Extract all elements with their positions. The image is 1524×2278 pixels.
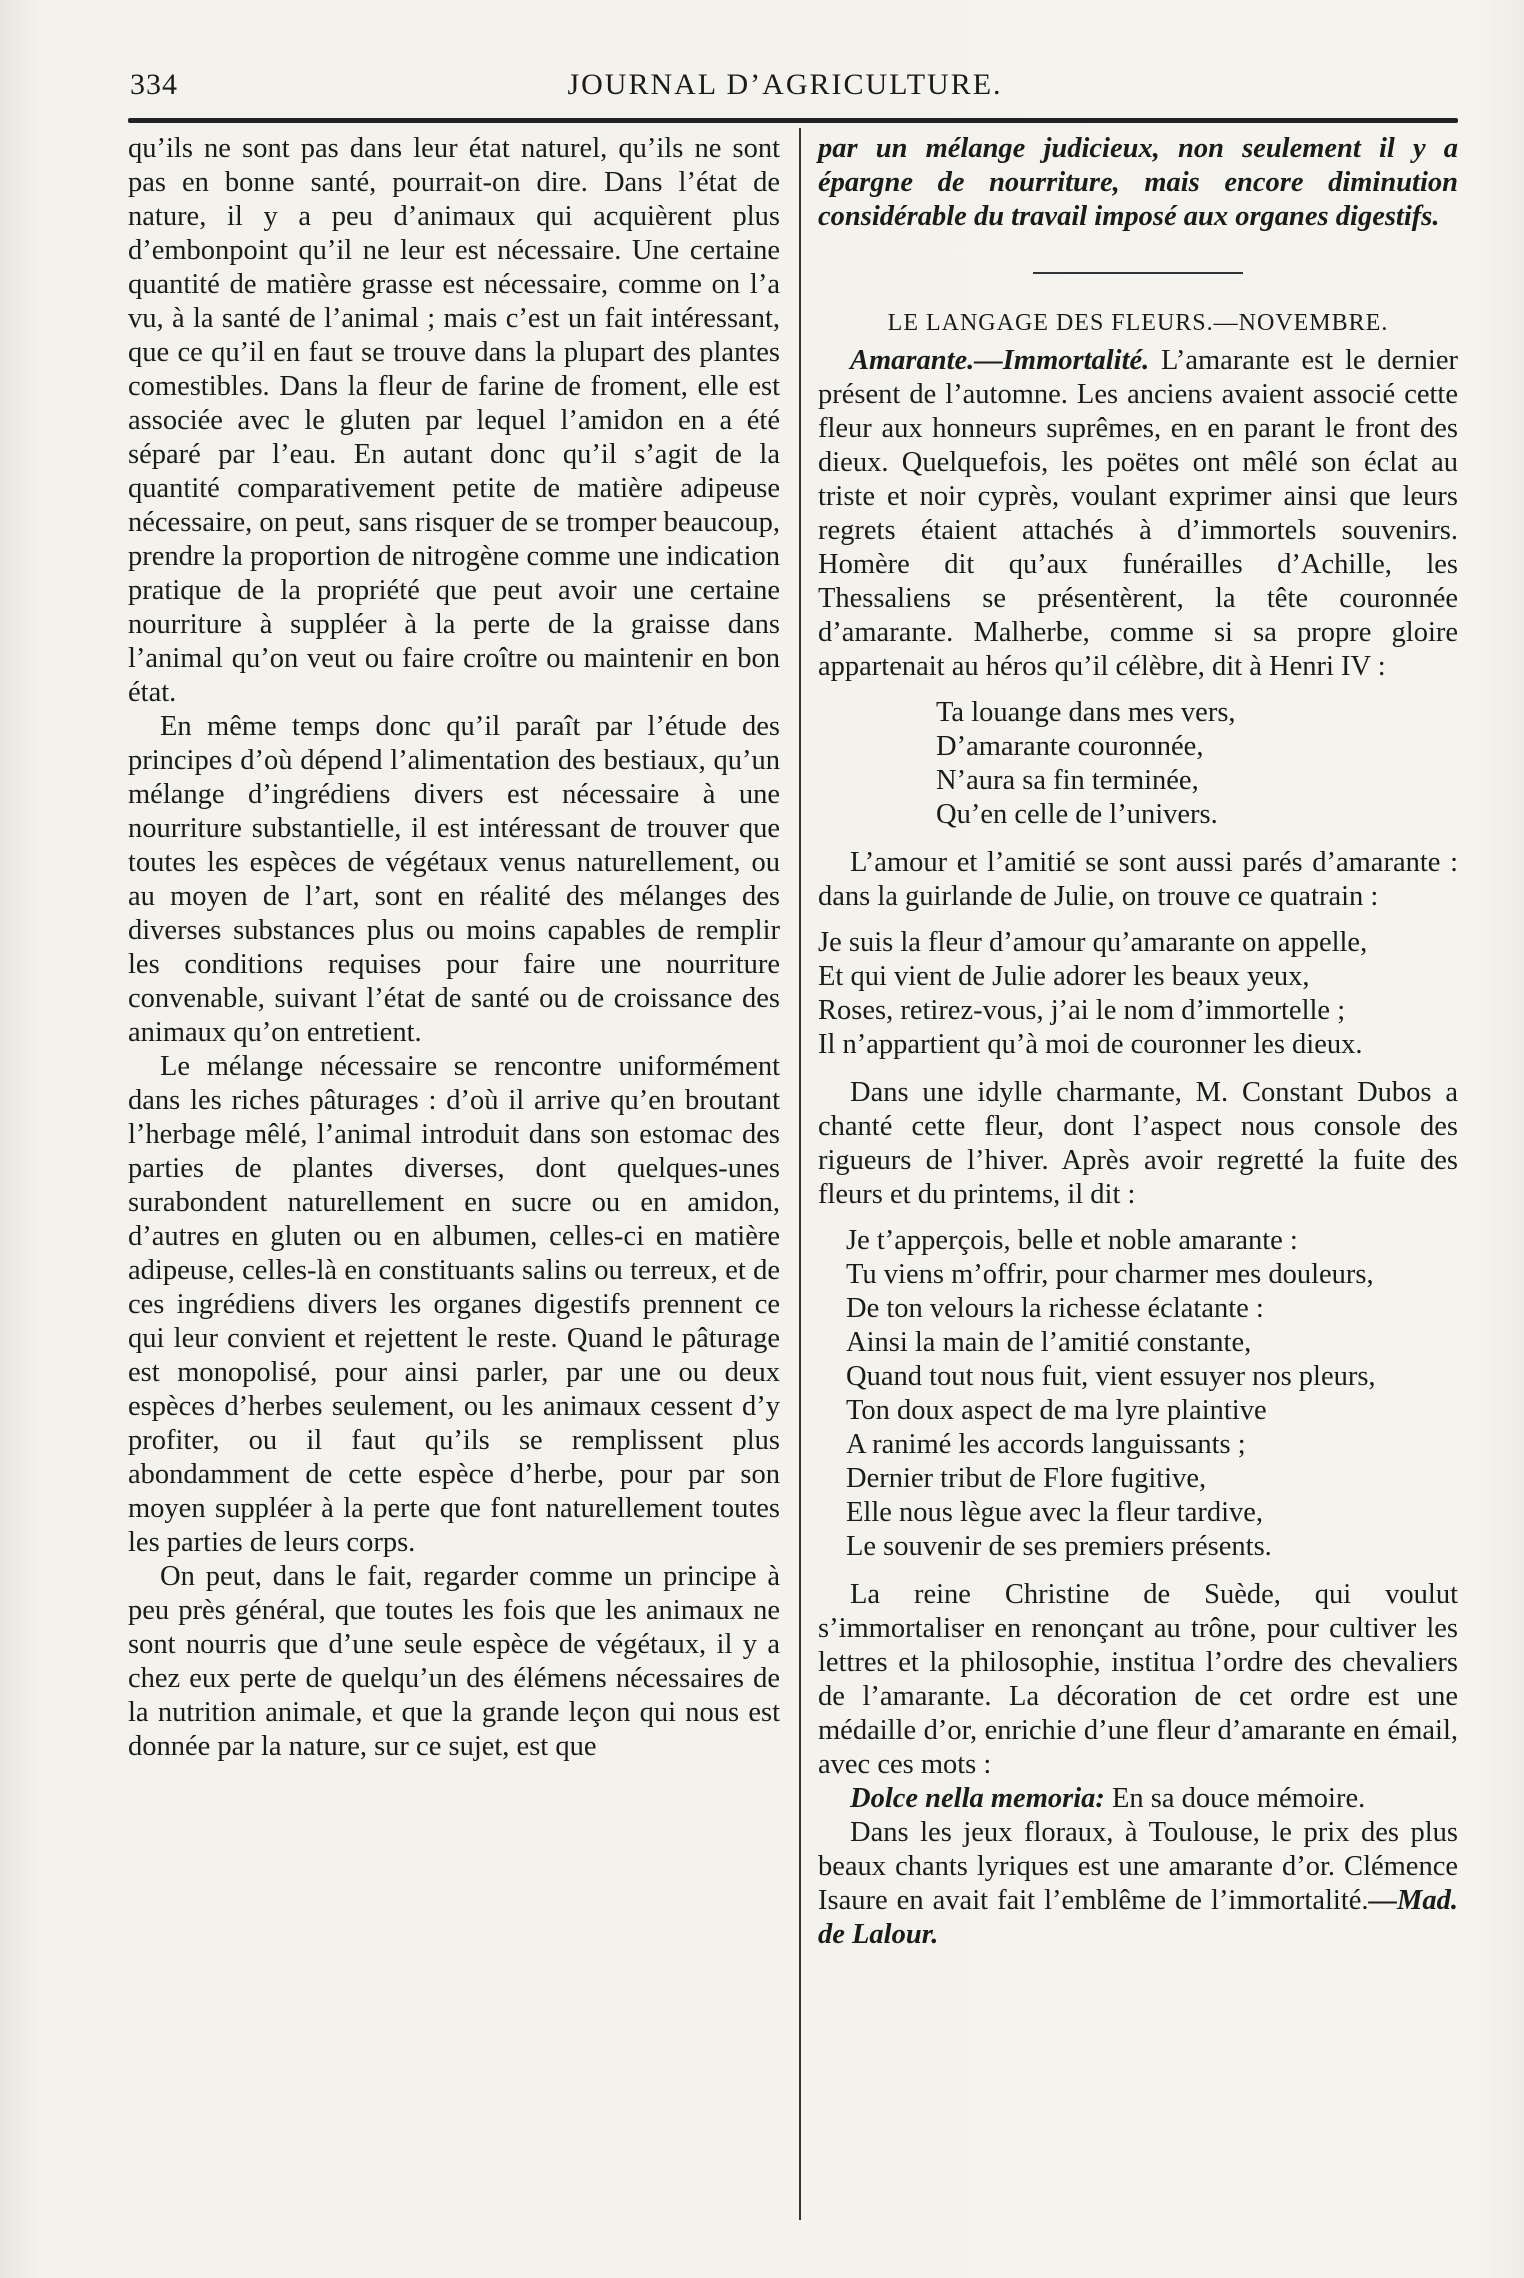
- verse-line: Elle nous lègue avec la fleur tardive,: [846, 1497, 1264, 1528]
- verse-julie: [818, 926, 1458, 1062]
- right-column: [818, 132, 1458, 1952]
- verse-line: Le souvenir de ses premiers présents.: [846, 1531, 1272, 1562]
- left-column: [128, 132, 780, 1764]
- paragraph: On peut, dans le fait, regarder comme un principe à peu près général, que toutes les fois que les animaux ne sont nourris que d’une seule espèce de végétaux, il y a chez eux perte de quelqu’un des élémens nécessaires de la nutrition animale, et que la grande leçon qui nous est donnée par la nature, sur ce sujet, est que: [128, 1561, 780, 1762]
- motto-translation: En sa douce mémoire.: [1104, 1783, 1366, 1814]
- verse-line: Je suis la fleur d’amour qu’amarante on appelle,: [818, 927, 1368, 958]
- page-header: [120, 64, 1450, 110]
- verse-line: A ranimé les accords languissants ;: [846, 1429, 1246, 1460]
- paragraph: [818, 344, 1458, 684]
- paragraph: Dans une idylle charmante, M. Constant Dubos a chanté cette fleur, dont l’aspect nous console des rigueurs de l’hiver. Après avoir regretté la fuite des fleurs et du printems, il dit :: [818, 1077, 1458, 1210]
- paragraph: Le mélange nécessaire se rencontre uniformément dans les riches pâturages : d’où il arrive qu’en broutant l’herbage mêlé, l’animal introduit dans son estomac des parties de plantes diverses, dont quelques-unes surabondent naturellement en sucre ou en amidon, d’autres en gluten ou en albumen, celles-ci en matière adipeuse, celles-là en constituants salins ou terreux, et de ces ingrédiens divers les organes digestifs prennent ce qui leur convient et rejettent le reste. Quand le pâturage est monopolisé, pour ainsi parler, par une ou deux espèces d’herbes seulement, ou les animaux cessent d’y profiter, ou il faut qu’ils se remplissent plus abondamment de cette espèce d’herbe, pour par son moyen suppléer à la perte que font naturellement toutes les parties de leurs corps.: [128, 1051, 780, 1558]
- entry-text: L’amarante est le dernier présent de l’automne. Les anciens avaient associé cette fleur aux honneurs suprêmes, en en parant le front des dieux. Quelquefois, les poëtes ont mêlé son éclat au triste et noir cyprès, voulant exprimer ainsi que leurs regrets étaient attachés à d’immortels souvenirs. Homère dit qu’aux funérailles d’Achille, les Thessaliens se présentèrent, la tête couronnée d’amarante. Malherbe, comme si sa propre gloire appartenait au héros qu’il célèbre, dit à Henri IV :: [818, 345, 1458, 682]
- paragraph: [818, 1816, 1458, 1952]
- verse-line: Ta louange dans mes vers,: [936, 697, 1236, 728]
- verse-line: Il n’appartient qu’à moi de couronner les dieux.: [818, 1029, 1363, 1060]
- verse-line: D’amarante couronnée,: [936, 731, 1204, 762]
- verse-line: Ainsi la main de l’amitié constante,: [846, 1327, 1252, 1358]
- paragraph: La reine Christine de Suède, qui voulut s’immortaliser en renonçant au trône, pour cultiver les lettres et la philosophie, institua l’ordre des chevaliers de l’amarante. La décoration de cet ordre est une médaille d’or, enrichie d’une fleur d’amarante en émail, avec ces mots :: [818, 1579, 1458, 1780]
- section-title: LE LANGAGE DES FLEURS.—NOVEMBRE.: [887, 310, 1389, 336]
- motto: Dolce nella memoria:: [850, 1783, 1105, 1814]
- verse-line: Et qui vient de Julie adorer les beaux yeux,: [818, 961, 1310, 992]
- paragraph: L’amour et l’amitié se sont aussi parés d’amarante : dans la guirlande de Julie, on trouve ce quatrain :: [818, 847, 1458, 912]
- entry-term: Amarante.—Immortalité.: [850, 345, 1150, 376]
- page-number: 334: [130, 68, 178, 101]
- running-title: JOURNAL D’AGRICULTURE.: [567, 68, 1003, 101]
- verse-line: N’aura sa fin terminée,: [936, 765, 1199, 796]
- continued-paragraph: par un mélange judicieux, non seulement il y a épargne de nourriture, mais encore diminution considérable du travail imposé aux organes digestifs.: [818, 133, 1458, 232]
- author-credit: —Mad. de Lalour.: [818, 1885, 1458, 1950]
- verse-line: Roses, retirez-vous, j’ai le nom d’immortelle ;: [818, 995, 1346, 1026]
- paragraph-text: Dans les jeux floraux, à Toulouse, le prix des plus beaux chants lyriques est une amarante d’or. Clémence Isaure en avait fait l’emblême de l’immortalité.: [818, 1817, 1458, 1916]
- paragraph: qu’ils ne sont pas dans leur état naturel, qu’ils ne sont pas en bonne santé, pourrait-on dire. Dans l’état de nature, il y a peu d’animaux qui acquièrent plus d’embonpoint qu’il ne leur est nécessaire. Une certaine quantité de matière grasse est nécessaire, comme on l’a vu, à la santé de l’animal ; mais c’est un fait intéressant, que ce qu’il en faut se trouve dans la plupart des plantes comestibles. Dans la fleur de farine de froment, elle est associée avec le gluten par lequel l’amidon en a été séparé par l’eau. En autant donc qu’il s’agit de la quantité comparativement petite de matière adipeuse nécessaire, on peut, sans risquer de se tromper beaucoup, prendre la proportion de nitrogène comme une indication pratique de la propriété que peut avoir une certaine nourriture à suppléer à la perte de la graisse dans l’animal qu’on veut ou faire croître ou maintenir en bon état.: [128, 133, 780, 708]
- header-rule: [128, 118, 1458, 123]
- section-rule: [1033, 272, 1243, 274]
- verse-line: Qu’en celle de l’univers.: [936, 799, 1218, 830]
- verse-line: Dernier tribut de Flore fugitive,: [846, 1463, 1207, 1494]
- motto-line: [818, 1782, 1458, 1816]
- verse-dubos: [818, 1224, 1458, 1564]
- verse-line: Ton doux aspect de ma lyre plaintive: [846, 1395, 1267, 1426]
- paragraph: En même temps donc qu’il paraît par l’étude des principes d’où dépend l’alimentation des bestiaux, qu’un mélange d’ingrédiens divers est nécessaire à une nourriture substantielle, il est intéressant de trouver que toutes les espèces de végétaux venus naturellement, ou au moyen de l’art, sont en réalité des mélanges des diverses substances plus ou moins capables de remplir les conditions requises pour faire une nourriture convenable, suivant l’état de santé ou de croissance des animaux qu’on entretient.: [128, 711, 780, 1048]
- verse-line: De ton velours la richesse éclatante :: [846, 1293, 1264, 1324]
- verse-line: Quand tout nous fuit, vient essuyer nos pleurs,: [846, 1361, 1376, 1392]
- verse-line: Je t’apperçois, belle et noble amarante :: [846, 1225, 1298, 1256]
- column-divider: [799, 128, 801, 2220]
- verse-malherbe: [818, 696, 1458, 832]
- verse-line: Tu viens m’offrir, pour charmer mes douleurs,: [846, 1259, 1374, 1290]
